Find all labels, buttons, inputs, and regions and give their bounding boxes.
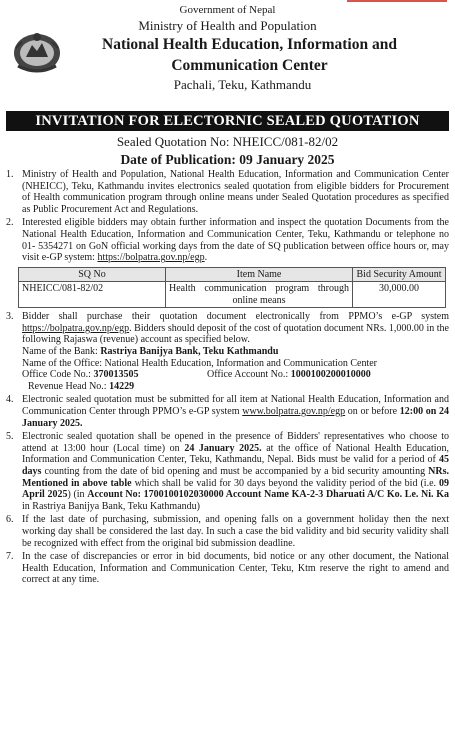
clause-text xyxy=(22,394,449,429)
revenue-head-value: 14229 xyxy=(109,380,135,392)
notice-banner: INVITATION FOR ELECTORNIC SEALED QUOTATION xyxy=(6,111,449,131)
clause-body: Bidder shall purchase their quotation document electronically from PPMO’s e-GP system xyxy=(22,311,449,323)
ministry-line: Ministry of Health and Population xyxy=(138,18,317,33)
validity-days: 45 days xyxy=(22,454,449,477)
clause-number: 3. xyxy=(6,311,14,323)
clause-2 xyxy=(6,217,449,263)
clause-7 xyxy=(6,551,449,586)
col-header-sq-no: SQ No xyxy=(19,267,166,282)
clause-body: Electronic sealed quotation must be submitted for all item at National Health Education, Information and Communication Center through PPMO’s e-GP system xyxy=(22,394,449,417)
center-name-line2: Communication Center xyxy=(171,57,328,74)
nepal-emblem-icon xyxy=(12,28,62,74)
cell-bid-security: 30,000.00 xyxy=(353,282,446,308)
clause-text xyxy=(22,431,449,512)
clause-part: which shall be valid for 30 days beyond the validity period of the bid (i.e. xyxy=(131,477,440,489)
center-name-line1: National Health Education, Information and xyxy=(102,36,397,53)
egp-link[interactable]: https://bolpatra.gov.np/egp xyxy=(97,252,205,264)
egp-link[interactable]: https://bolpatra.gov.np/egp xyxy=(22,322,130,334)
office-account xyxy=(207,369,371,381)
table-header-row xyxy=(19,267,446,282)
cell-sq-no: NHEICC/081-82/02 xyxy=(19,282,166,308)
office-code-label: Office Code No.: xyxy=(22,369,94,381)
clause-3 xyxy=(6,311,449,346)
table-row xyxy=(19,282,446,308)
clause-text: In the case of discrepancies or error in bid documents, bid notice or any other document, the National Health Education, Information and Communication Center, Teku, Ktm reserve the right to amend and correct at any time. xyxy=(22,551,449,586)
clause-number: 7. xyxy=(6,551,14,563)
cell-item-name: Health communication program through online means xyxy=(166,282,353,308)
clause-number: 5. xyxy=(6,431,14,443)
clause-text xyxy=(22,217,449,263)
bank-name-value: Rastriya Banijya Bank, Teku Kathmandu xyxy=(100,346,279,358)
validity-date: 09 April 2025 xyxy=(22,477,450,501)
office-account-value: 1000100200010000 xyxy=(290,369,371,381)
revenue-head-label: Revenue Head No.: xyxy=(28,380,110,392)
security-note: NRs. Mentioned in above table xyxy=(22,465,449,489)
publication-date: Date of Publication: 09 January 2025 xyxy=(120,152,335,167)
clause-part: at the office of National Health Education, Information and Communication Center, Teku, Kathmandu, Nepal. Bids must be valid for a period of xyxy=(22,442,450,466)
office-code-value: 370013505 xyxy=(93,369,139,381)
revenue-head-row xyxy=(22,381,449,393)
egp-link[interactable]: www.bolpatra.gov.np/egp xyxy=(242,406,346,417)
clause-text xyxy=(22,311,449,346)
quotation-table xyxy=(18,267,446,309)
sealed-quotation-number: Sealed Quotation No: NHEICC/081-82/02 xyxy=(116,134,339,149)
clause-4 xyxy=(6,394,449,429)
clause-1 xyxy=(6,169,449,215)
clause-part: Electronic sealed quotation shall be opened in the presence of Bidders' representatives who choose to attend at 13:00 hour (Local time) on xyxy=(22,431,449,454)
bank-name-row xyxy=(22,346,449,358)
clause-number: 2. xyxy=(6,217,14,229)
clause-part: in Rastriya Banijya Bank, Teku Kathmandu) xyxy=(22,500,200,512)
bank-details xyxy=(6,346,449,392)
address-line: Pachali, Teku, Kathmandu xyxy=(173,77,312,92)
clause-6 xyxy=(6,514,449,549)
clause-5 xyxy=(6,431,449,512)
notice-header xyxy=(6,0,449,107)
col-header-bid-security: Bid Security Amount xyxy=(353,267,446,282)
office-account-label: Office Account No.: xyxy=(207,369,291,381)
clause-body: Interested eligible bidders may obtain further information and inspect the quotation Documents from the National Health Education, Information and Communication Center, Teku, Kathmandu or telephone no 01- 5354271 on GoN official working days from the date of SQ publication between office hours or, may visit e-GP system: xyxy=(22,217,449,264)
col-header-item-name: Item Name xyxy=(166,267,353,282)
submission-deadline: 12:00 on 24 January 2025. xyxy=(22,406,450,429)
clause-part: ) (in xyxy=(67,489,88,501)
bank-name-label: Name of the Bank: xyxy=(22,346,101,358)
opening-date: 24 January 2025. xyxy=(184,442,262,454)
clause-text: If the last date of purchasing, submission, and opening falls on a government holiday then the next working day shall be considered the last day. In such a case the bid validity and bid security validity shall be recognized with effect from the original bid submission deadline. xyxy=(22,514,449,549)
government-line: Government of Nepal xyxy=(179,4,276,16)
clause-number: 4. xyxy=(6,394,14,406)
clause-tail: . Bidders should deposit of the cost of quotation document NRs. 1,000.00 in the following Rajaswa (revenue) account as specified below. xyxy=(22,322,449,346)
account-details: Account No: 1700100102030000 Account Name KA-2-3 Dharuati A/C Ko. Le. Ni. Ka xyxy=(87,489,449,501)
clause-number: 6. xyxy=(6,514,14,526)
clause-number: 1. xyxy=(6,169,14,180)
clause-mid: on or before xyxy=(345,406,400,417)
office-code-row xyxy=(22,369,449,381)
office-name-row: Name of the Office: National Health Education, Information and Communication Center xyxy=(22,357,377,369)
office-code xyxy=(22,369,207,381)
clause-text: Ministry of Health and Population, National Health Education, Information and Communication Center (NHEICC), Teku, Kathmandu invites electronics sealed quotation from eligible bidders for Procurement of Health communication program through online means under Sealed Quotation procedures as specified as Public Procurement Act and Regulations. xyxy=(22,169,449,215)
clause-tail: . xyxy=(204,252,208,264)
clause-part: counting from the date of bid opening and must be accompanied by a bid security amounting xyxy=(41,465,429,477)
